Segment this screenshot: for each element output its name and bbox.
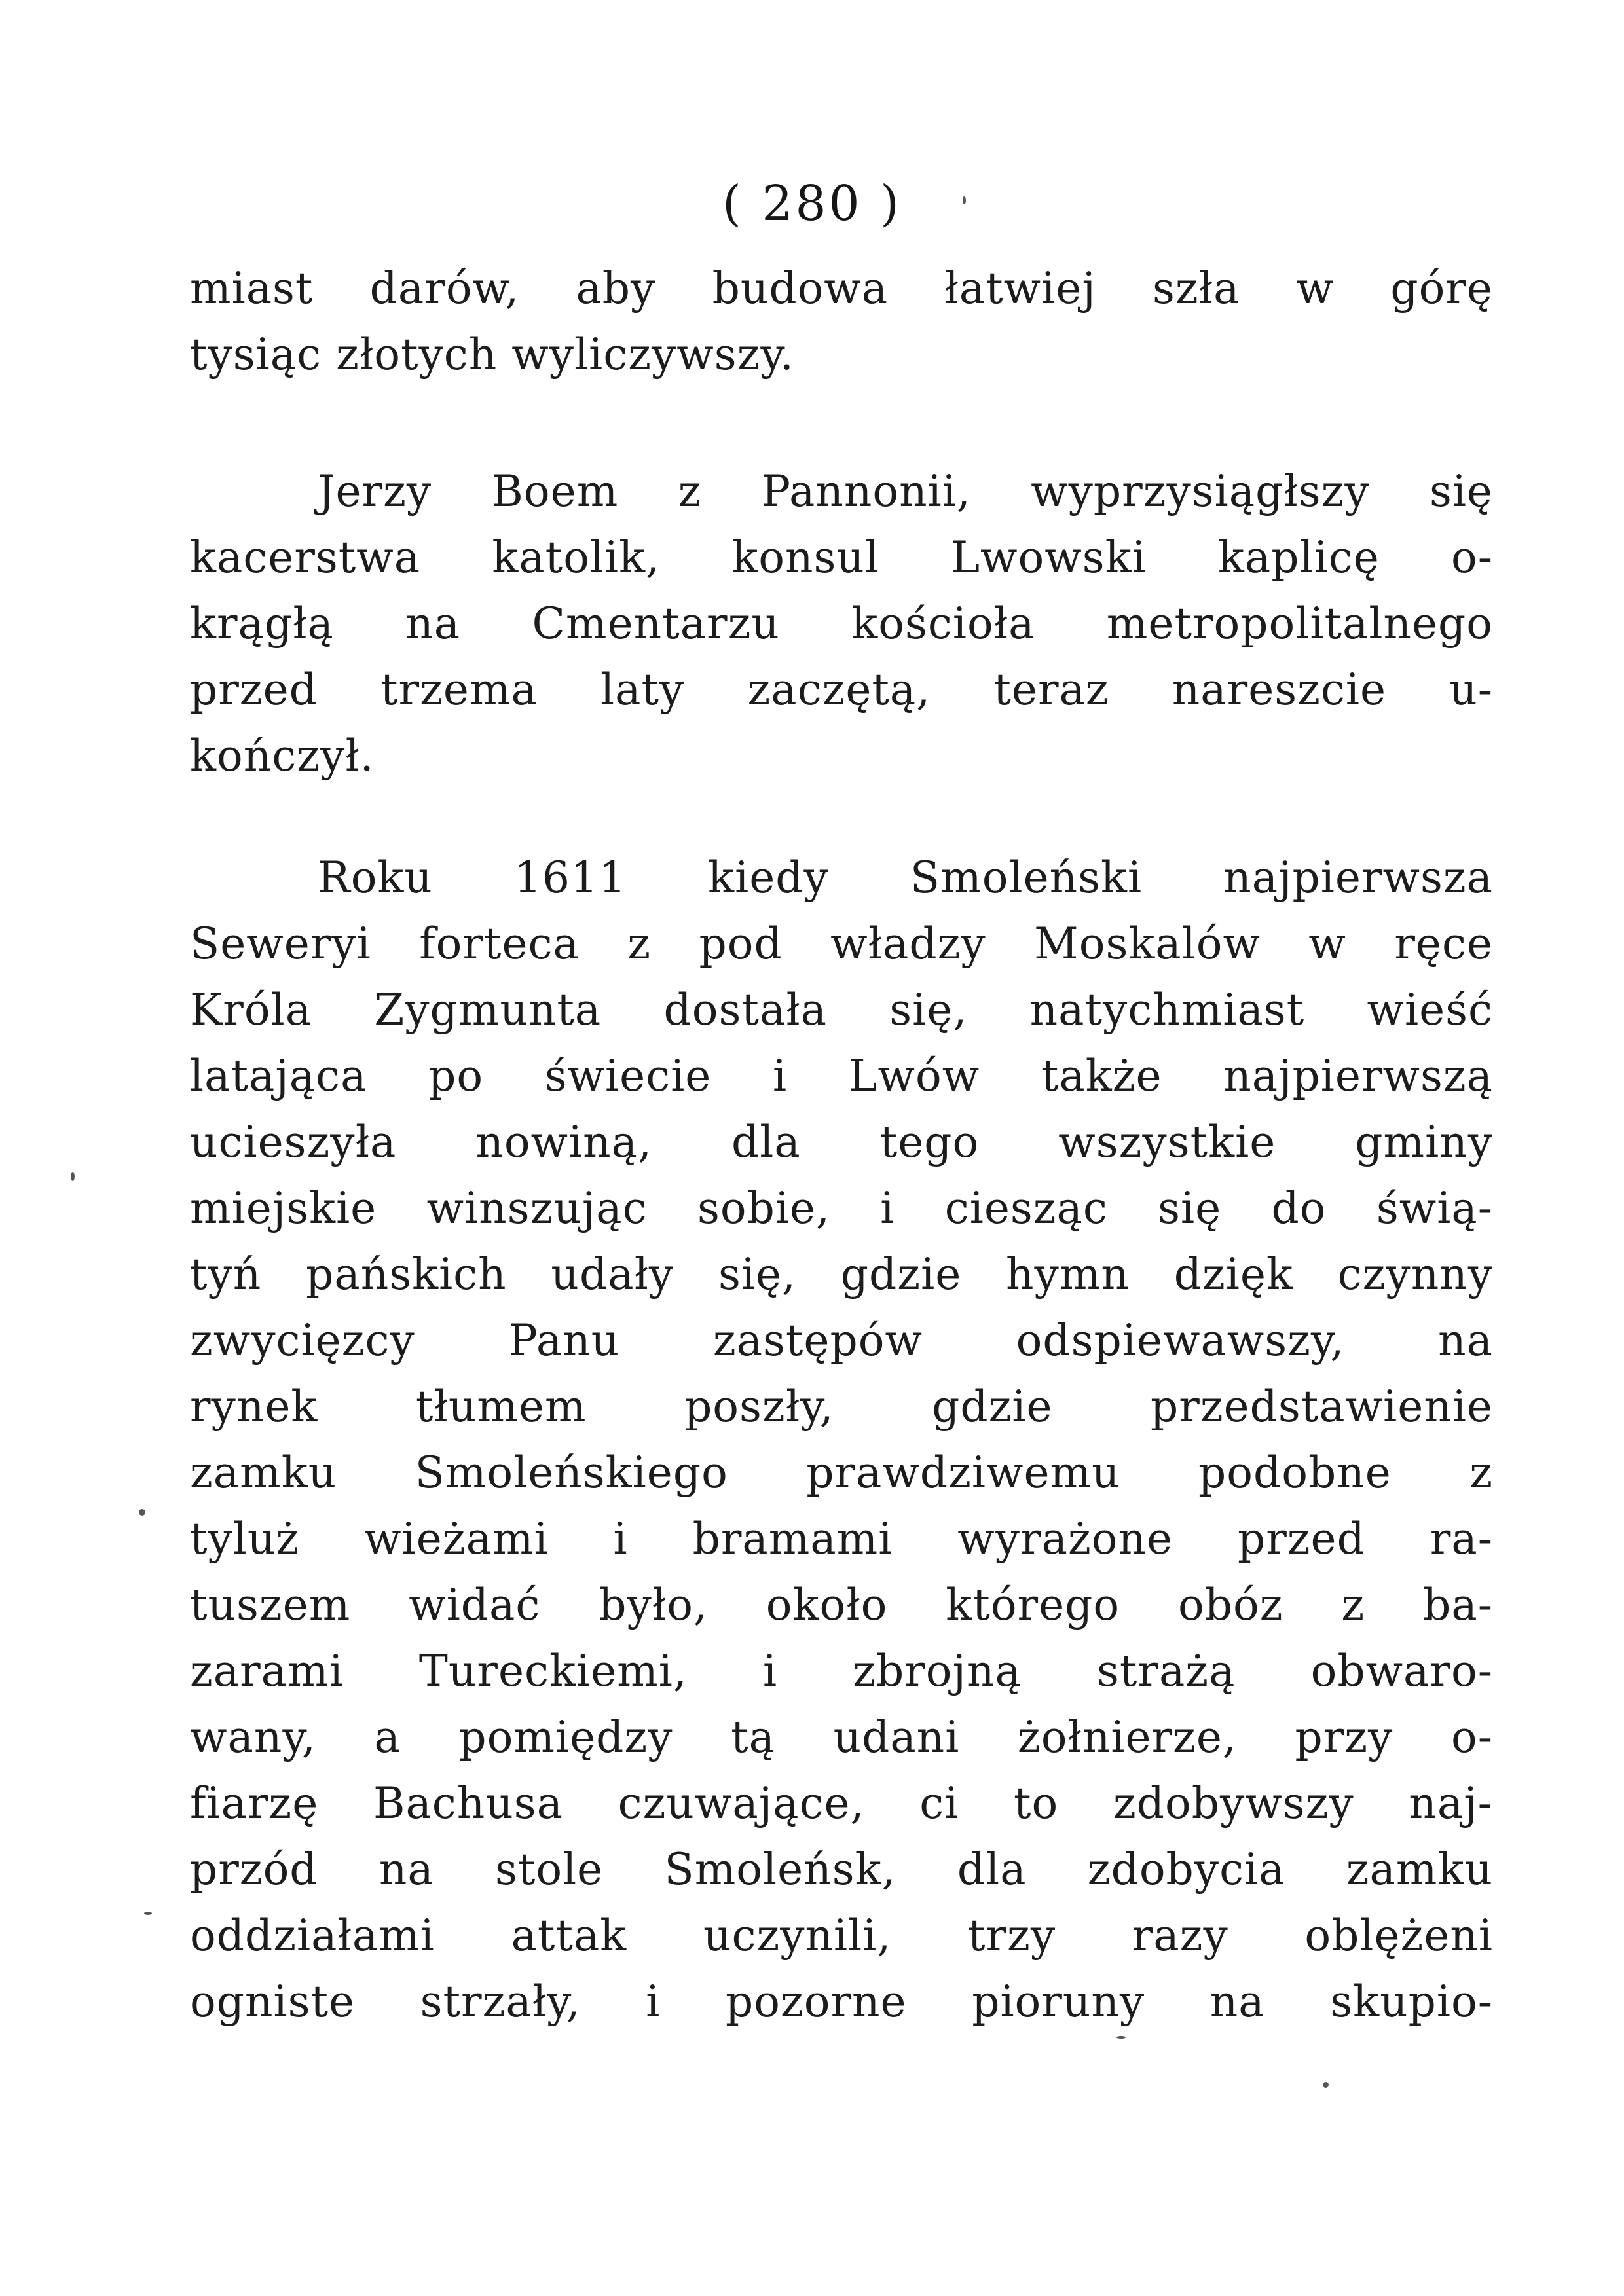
text-line: Jerzy Boem z Pannonii, wyprzysiągłszy się bbox=[318, 466, 1493, 517]
paper-speck bbox=[1116, 2036, 1126, 2039]
text-line: krągłą na Cmentarzu kościoła metropolitalnego bbox=[190, 598, 1493, 649]
text-line: kończył. bbox=[190, 731, 375, 781]
text-line: kacerstwa katolik, konsul Lwowski kaplicę o- bbox=[190, 532, 1493, 583]
text-line: ucieszyła nowiną, dla tego wszystkie gminy bbox=[190, 1117, 1493, 1167]
text-line: rynek tłumem poszły, gdzie przedstawienie bbox=[190, 1381, 1493, 1432]
text-line: wany, a pomiędzy tą udani żołnierze, przy o- bbox=[190, 1712, 1493, 1762]
paper-speck bbox=[1323, 2082, 1329, 2088]
paper-speck bbox=[144, 1912, 152, 1915]
paper-speck bbox=[963, 196, 966, 204]
text-line: tyń pańskich udały się, gdzie hymn dzięk czynny bbox=[190, 1249, 1493, 1300]
paragraph-3 bbox=[190, 845, 1493, 2035]
text-line: tyluż wieżami i bramami wyrażone przed ra- bbox=[190, 1514, 1493, 1564]
text-line: tysiąc złotych wyliczywszy. bbox=[190, 329, 794, 380]
text-line: Króla Zygmunta dostała się, natychmiast wieść bbox=[190, 985, 1493, 1035]
text-line: zamku Smoleńskiego prawdziwemu podobne z bbox=[190, 1448, 1493, 1498]
text-line: miast darów, aby budowa łatwiej szła w górę bbox=[190, 263, 1493, 314]
paper-speck bbox=[139, 1509, 145, 1516]
text-line: Seweryi forteca z pod władzy Moskalów w ręce bbox=[190, 919, 1493, 969]
text-line: tuszem widać było, około którego obóz z ba- bbox=[190, 1580, 1493, 1630]
paragraph-2 bbox=[190, 458, 1493, 789]
text-line: przód na stole Smoleńsk, dla zdobycia zamku bbox=[190, 1844, 1493, 1895]
text-line: fiarzę Bachusa czuwające, ci to zdobywszy naj- bbox=[190, 1778, 1493, 1829]
text-line: przed trzema laty zaczętą, teraz nareszcie u- bbox=[190, 665, 1493, 715]
text-line: zarami Tureckiemi, i zbrojną strażą obwaro- bbox=[190, 1646, 1493, 1696]
text-line: ogniste strzały, i pozorne pioruny na skupio- bbox=[190, 1977, 1493, 2027]
page-number: ( 280 ) bbox=[722, 175, 902, 232]
paragraph-1 bbox=[190, 255, 1493, 388]
text-line: miejskie winszując sobie, i ciesząc się do świą- bbox=[190, 1183, 1493, 1233]
paper-speck bbox=[71, 1172, 75, 1181]
text-line: oddziałami attak uczynili, trzy razy oblężeni bbox=[190, 1910, 1493, 1961]
text-line: Roku 1611 kiedy Smoleński najpierwsza bbox=[318, 852, 1493, 903]
text-line: zwycięzcy Panu zastępów odspiewawszy, na bbox=[190, 1315, 1493, 1366]
text-line: latająca po świecie i Lwów także najpierwszą bbox=[190, 1051, 1493, 1101]
